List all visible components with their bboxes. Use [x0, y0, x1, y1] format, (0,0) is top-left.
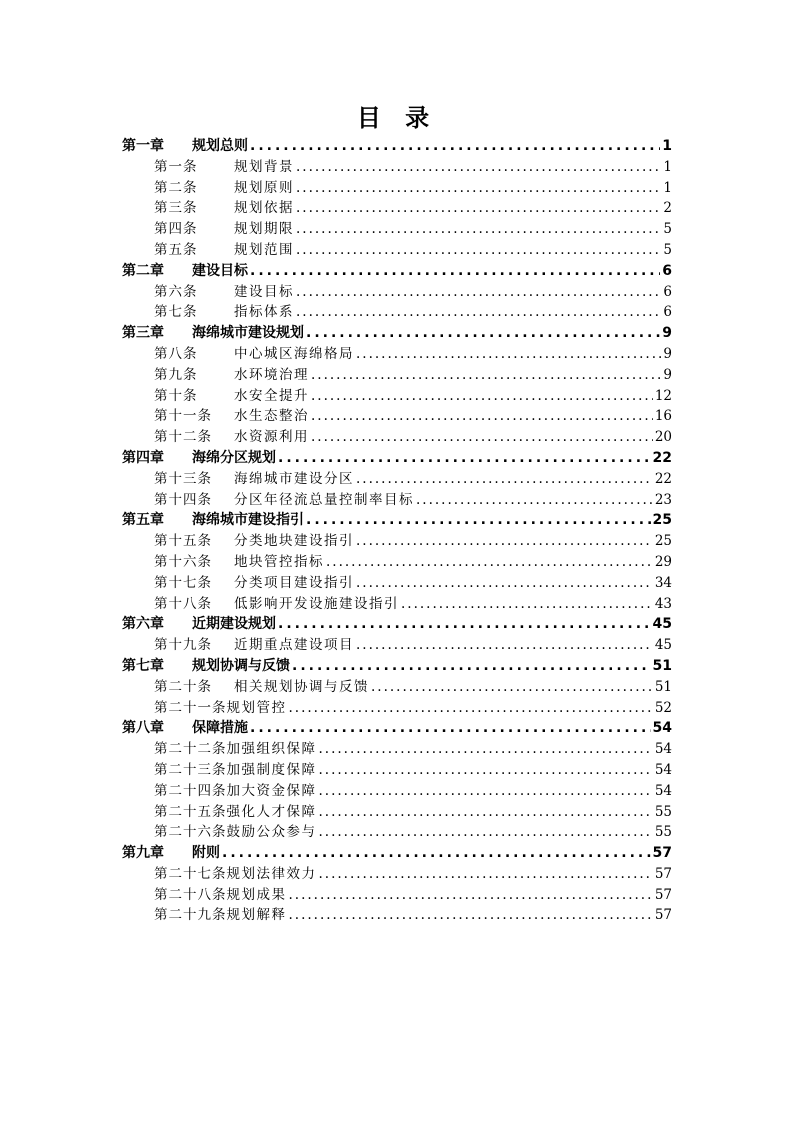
toc-entry-title: 规划协调与反馈: [192, 657, 290, 674]
toc-entry-page-number: 20: [654, 429, 672, 446]
toc-entry-page-number: 9: [663, 366, 672, 383]
toc-entry-label: [122, 843, 220, 864]
toc-entry-label: [154, 178, 294, 199]
toc-entry-label: [154, 635, 354, 656]
toc-entry-label: [154, 760, 317, 781]
toc-entry-page-number: 1: [663, 158, 672, 175]
dot-leader: [306, 510, 651, 531]
toc-entry-number: 第十二条: [154, 429, 212, 446]
dot-leader: [296, 157, 661, 178]
toc-entry-label: [154, 157, 294, 178]
toc-entry-number: 第二十七条: [154, 865, 227, 882]
toc-entry-title: 近期建设规划: [192, 616, 276, 633]
toc-entry-page-number: 29: [654, 553, 672, 570]
toc-entry-number: 第三章: [122, 325, 164, 342]
toc-entry-page-number: 54: [654, 782, 672, 799]
toc-entry-label: [154, 386, 309, 407]
toc-entry-title: 规划法律效力: [226, 865, 317, 882]
toc-article-entry[interactable]: [122, 573, 672, 594]
toc-entry-title: 相关规划协调与反馈: [234, 678, 369, 695]
toc-chapter-entry[interactable]: [122, 136, 672, 157]
toc-entry-title: 加强制度保障: [226, 761, 317, 778]
dot-leader: [311, 406, 653, 427]
toc-article-entry[interactable]: [122, 822, 672, 843]
toc-entry-page-number: 9: [662, 325, 672, 342]
toc-entry-page-number: 5: [663, 221, 672, 238]
toc-entry-title: 海绵城市建设指引: [192, 512, 304, 529]
toc-entry-number: 第六条: [154, 283, 198, 300]
toc-article-entry[interactable]: [122, 739, 672, 760]
toc-entry-page-number: 57: [654, 886, 672, 903]
toc-entry-title: 规划管控: [226, 699, 287, 716]
toc-article-entry[interactable]: [122, 781, 672, 802]
dot-leader: [250, 718, 651, 739]
toc-entry-label: [122, 614, 276, 635]
toc-entry-page-number: 2: [663, 200, 672, 217]
toc-entry-number: 第二十一条: [154, 699, 227, 716]
toc-entry-label: [154, 531, 354, 552]
toc-entry-page-number: 43: [654, 595, 672, 612]
toc-article-entry[interactable]: [122, 344, 672, 365]
toc-entry-number: 第八条: [154, 345, 198, 362]
dot-leader: [289, 698, 653, 719]
dot-leader: [289, 905, 653, 926]
toc-entry-number: 第二十八条: [154, 886, 227, 903]
toc-entry-title: 规划总则: [192, 138, 248, 154]
dot-leader: [292, 656, 651, 677]
toc-entry-page-number: 25: [652, 512, 672, 529]
toc-entry-title: 建设目标: [234, 283, 294, 300]
toc-article-entry[interactable]: [122, 802, 672, 823]
dot-leader: [306, 323, 660, 344]
toc-entry-number: 第五章: [122, 512, 164, 529]
toc-entry-label: [122, 323, 304, 344]
dot-leader: [326, 552, 653, 573]
toc-entry-number: 第二条: [154, 179, 198, 196]
toc-article-entry[interactable]: [122, 552, 672, 573]
toc-entry-page-number: 12: [654, 387, 672, 404]
toc-entry-title: 规划期限: [234, 221, 294, 238]
toc-entry-number: 第七条: [154, 304, 198, 321]
toc-entry-page-number: 22: [652, 449, 672, 466]
toc-entry-title: 建设目标: [192, 262, 248, 279]
toc-entry-page-number: 6: [662, 262, 672, 279]
dot-leader: [311, 427, 653, 448]
dot-leader: [289, 885, 653, 906]
dot-leader: [278, 448, 651, 469]
toc-entry-number: 第十七条: [154, 574, 212, 591]
toc-article-entry[interactable]: [122, 178, 672, 199]
dot-leader: [319, 739, 653, 760]
toc-entry-number: 第二十六条: [154, 824, 227, 841]
toc-chapter-entry[interactable]: [122, 448, 672, 469]
toc-entry-page-number: 45: [652, 616, 672, 633]
toc-entry-title: 中心城区海绵格局: [234, 345, 354, 362]
toc-entry-label: [154, 739, 317, 760]
toc-entry-number: 第十八条: [154, 595, 212, 612]
toc-entry-number: 第二十九条: [154, 907, 227, 924]
toc-chapter-entry[interactable]: [122, 614, 672, 635]
toc-article-entry[interactable]: [122, 302, 672, 323]
toc-entry-title: 规划成果: [226, 886, 287, 903]
toc-entry-page-number: 1: [662, 138, 672, 154]
toc-entry-number: 第九条: [154, 366, 198, 383]
toc-entry-number: 第十五条: [154, 533, 212, 550]
toc-entry-title: 规划背景: [234, 158, 294, 175]
toc-entry-label: [154, 490, 414, 511]
toc-entry-page-number: 54: [652, 720, 672, 737]
toc-entry-number: 第二十二条: [154, 741, 227, 758]
toc-entry-page-number: 51: [652, 657, 672, 674]
toc-entry-title: 鼓励公众参与: [226, 824, 317, 841]
toc-entry-title: 海绵城市建设分区: [234, 470, 354, 487]
toc-entry-title: 水资源利用: [234, 429, 309, 446]
toc-entry-number: 第四章: [122, 449, 164, 466]
toc-article-entry[interactable]: [122, 594, 672, 615]
toc-entry-label: [154, 864, 317, 885]
toc-entry-page-number: 22: [654, 470, 672, 487]
toc-entry-page-number: 25: [654, 533, 672, 550]
toc-entry-page-number: 54: [654, 741, 672, 758]
dot-leader: [296, 219, 661, 240]
dot-leader: [356, 469, 653, 490]
toc-entry-page-number: 5: [663, 241, 672, 258]
dot-leader: [222, 843, 651, 864]
toc-article-entry[interactable]: [122, 905, 672, 926]
toc-article-entry[interactable]: [122, 240, 672, 261]
dot-leader: [250, 136, 660, 157]
toc-entry-title: 规划原则: [234, 179, 294, 196]
toc-entry-page-number: 16: [654, 408, 672, 425]
dot-leader: [311, 365, 661, 386]
toc-entry-page-number: 23: [654, 491, 672, 508]
toc-chapter-entry[interactable]: [122, 261, 672, 282]
toc-entry-number: 第十三条: [154, 470, 212, 487]
toc-entry-label: [122, 656, 290, 677]
toc-entry-label: [154, 698, 287, 719]
toc-entry-label: [154, 365, 309, 386]
toc-chapter-entry[interactable]: [122, 718, 672, 739]
dot-leader: [296, 198, 661, 219]
toc-entry-title: 分类项目建设指引: [234, 574, 354, 591]
dot-leader: [401, 594, 653, 615]
toc-entry-title: 加强组织保障: [226, 741, 317, 758]
toc-entry-page-number: 57: [654, 865, 672, 882]
toc-entry-page-number: 6: [663, 304, 672, 321]
toc-entry-page-number: 57: [654, 907, 672, 924]
toc-entry-number: 第二十三条: [154, 761, 227, 778]
toc-article-entry[interactable]: [122, 386, 672, 407]
toc-article-entry[interactable]: [122, 198, 672, 219]
toc-article-entry[interactable]: [122, 885, 672, 906]
toc-entry-label: [154, 781, 317, 802]
toc-entry-number: 第四条: [154, 221, 198, 238]
toc-entry-label: [154, 594, 399, 615]
toc-entry-number: 第二十条: [154, 678, 212, 695]
toc-entry-label: [154, 552, 324, 573]
toc-entry-title: 水安全提升: [234, 387, 309, 404]
toc-entry-title: 海绵分区规划: [192, 449, 276, 466]
toc-entry-number: 第十六条: [154, 553, 212, 570]
toc-entry-title: 分区年径流总量控制率目标: [234, 491, 414, 508]
toc-entry-label: [154, 822, 317, 843]
toc-entry-number: 第二章: [122, 262, 164, 279]
toc-entry-number: 第十一条: [154, 408, 212, 425]
toc-entry-title: 附则: [192, 845, 220, 862]
toc-entry-page-number: 57: [652, 845, 672, 862]
toc-entry-page-number: 34: [654, 574, 672, 591]
toc-entry-number: 第七章: [122, 657, 164, 674]
toc-article-entry[interactable]: [122, 365, 672, 386]
dot-leader: [356, 635, 653, 656]
toc-article-entry[interactable]: [122, 635, 672, 656]
toc-entry-label: [154, 240, 294, 261]
toc-entry-title: 近期重点建设项目: [234, 637, 354, 654]
toc-entry-page-number: 55: [654, 803, 672, 820]
toc-entry-label: [154, 469, 354, 490]
toc-entry-number: 第十条: [154, 387, 198, 404]
dot-leader: [319, 864, 653, 885]
dot-leader: [278, 614, 651, 635]
toc-entry-number: 第二十四条: [154, 782, 227, 799]
toc-entry-number: 第十四条: [154, 491, 212, 508]
dot-leader: [319, 781, 653, 802]
toc-article-entry[interactable]: [122, 282, 672, 303]
dot-leader: [250, 261, 660, 282]
table-of-contents: [122, 136, 672, 926]
toc-article-entry[interactable]: [122, 698, 672, 719]
toc-entry-title: 规划解释: [226, 907, 287, 924]
toc-chapter-entry[interactable]: [122, 843, 672, 864]
toc-article-entry[interactable]: [122, 427, 672, 448]
toc-entry-label: [122, 261, 248, 282]
toc-article-entry[interactable]: [122, 864, 672, 885]
dot-leader: [311, 386, 653, 407]
toc-article-entry[interactable]: [122, 760, 672, 781]
toc-article-entry[interactable]: [122, 469, 672, 490]
toc-entry-label: [154, 282, 294, 303]
toc-entry-title: 规划依据: [234, 200, 294, 217]
toc-entry-label: [154, 802, 317, 823]
dot-leader: [416, 490, 653, 511]
toc-entry-title: 水环境治理: [234, 366, 309, 383]
toc-entry-label: [154, 677, 369, 698]
toc-entry-label: [122, 448, 276, 469]
toc-chapter-entry[interactable]: [122, 510, 672, 531]
toc-entry-number: 第六章: [122, 616, 164, 633]
toc-entry-number: 第三条: [154, 200, 198, 217]
toc-entry-title: 强化人才保障: [226, 803, 317, 820]
toc-entry-label: [154, 406, 309, 427]
toc-entry-number: 第二十五条: [154, 803, 227, 820]
dot-leader: [296, 178, 661, 199]
toc-entry-title: 地块管控指标: [234, 553, 324, 570]
toc-entry-page-number: 45: [654, 637, 672, 654]
toc-entry-number: 第一章: [122, 138, 164, 154]
toc-entry-number: 第十九条: [154, 637, 212, 654]
toc-entry-page-number: 55: [654, 824, 672, 841]
toc-entry-label: [154, 219, 294, 240]
page-title: 目 录: [356, 104, 438, 132]
toc-entry-label: [154, 198, 294, 219]
toc-entry-label: [154, 344, 354, 365]
toc-entry-page-number: 1: [663, 179, 672, 196]
toc-entry-number: 第一条: [154, 158, 198, 175]
toc-article-entry[interactable]: [122, 219, 672, 240]
toc-entry-label: [154, 905, 287, 926]
toc-entry-page-number: 9: [663, 345, 672, 362]
dot-leader: [371, 677, 653, 698]
toc-entry-label: [122, 718, 248, 739]
dot-leader: [356, 344, 661, 365]
toc-entry-title: 加大资金保障: [226, 782, 317, 799]
toc-entry-label: [154, 573, 354, 594]
toc-chapter-entry[interactable]: [122, 323, 672, 344]
toc-entry-label: [122, 136, 248, 157]
toc-article-entry[interactable]: [122, 531, 672, 552]
dot-leader: [319, 760, 653, 781]
toc-entry-title: 指标体系: [234, 304, 294, 321]
toc-entry-label: [154, 885, 287, 906]
toc-entry-label: [122, 510, 304, 531]
toc-entry-page-number: 51: [654, 678, 672, 695]
dot-leader: [319, 802, 653, 823]
dot-leader: [356, 573, 653, 594]
dot-leader: [296, 240, 661, 261]
toc-entry-number: 第五条: [154, 241, 198, 258]
toc-entry-title: 海绵城市建设规划: [192, 325, 304, 342]
toc-entry-title: 低影响开发设施建设指引: [234, 595, 399, 612]
toc-entry-title: 规划范围: [234, 241, 294, 258]
toc-article-entry[interactable]: [122, 406, 672, 427]
toc-chapter-entry[interactable]: [122, 656, 672, 677]
toc-article-entry[interactable]: [122, 157, 672, 178]
toc-entry-title: 分类地块建设指引: [234, 533, 354, 550]
toc-entry-page-number: 52: [654, 699, 672, 716]
dot-leader: [296, 302, 661, 323]
toc-entry-label: [154, 302, 294, 323]
toc-entry-label: [154, 427, 309, 448]
toc-entry-number: 第八章: [122, 720, 164, 737]
toc-article-entry[interactable]: [122, 677, 672, 698]
dot-leader: [319, 822, 653, 843]
toc-entry-page-number: 6: [663, 283, 672, 300]
toc-entry-title: 水生态整治: [234, 408, 309, 425]
dot-leader: [356, 531, 653, 552]
dot-leader: [296, 282, 661, 303]
toc-entry-title: 保障措施: [192, 720, 248, 737]
toc-article-entry[interactable]: [122, 490, 672, 511]
toc-entry-number: 第九章: [122, 845, 164, 862]
toc-entry-page-number: 54: [654, 761, 672, 778]
